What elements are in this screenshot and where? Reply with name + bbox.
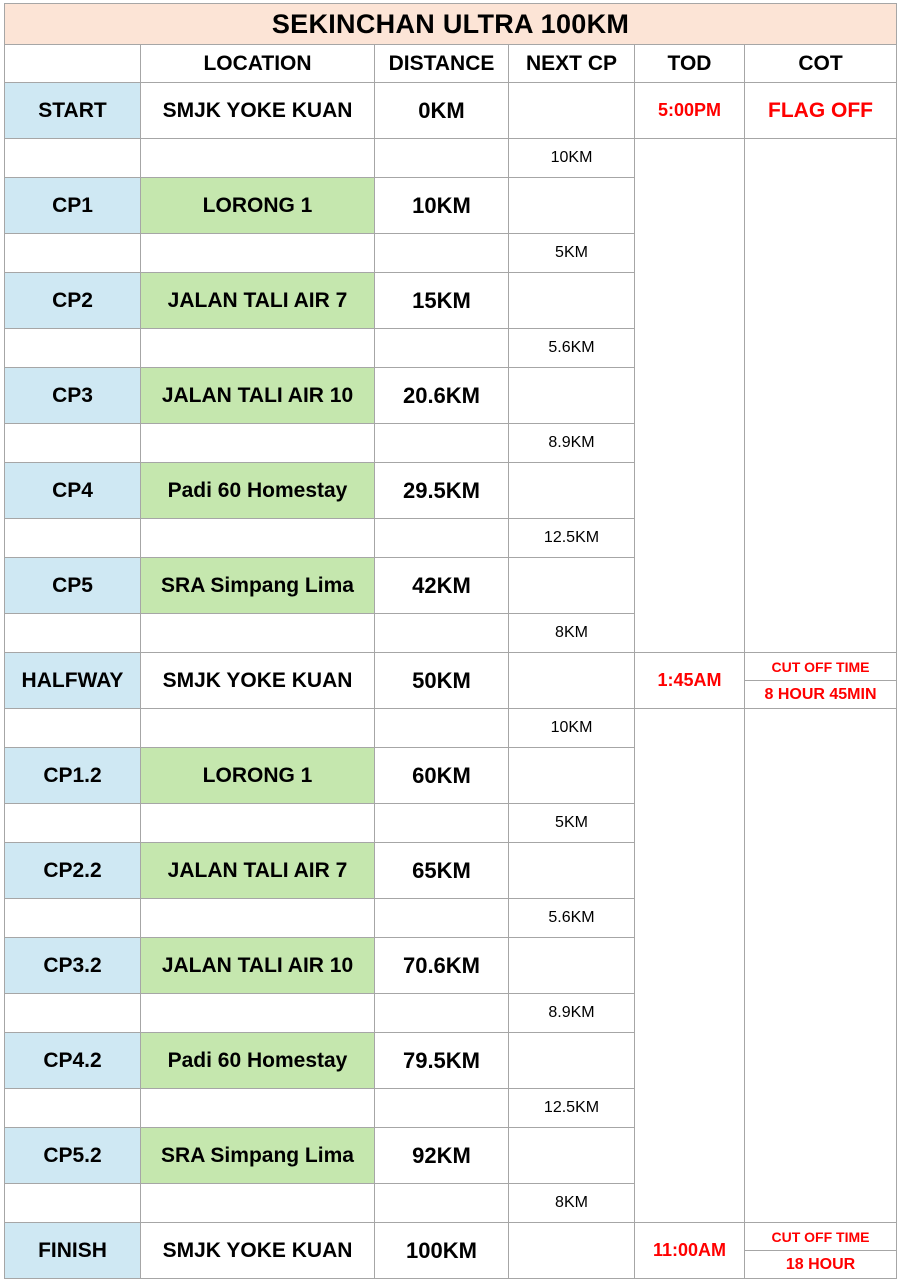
cell-location: Padi 60 Homestay	[141, 1033, 375, 1089]
segment-cell-next-cp-distance: 12.5KM	[509, 519, 635, 558]
segment-cell-blank-location	[141, 804, 375, 843]
cell-time-of-day-empty	[635, 709, 745, 1223]
segment-cell-next-cp-distance: 5.6KM	[509, 329, 635, 368]
segment-cell-next-cp-distance: 10KM	[509, 709, 635, 748]
column-header-next-cp: NEXT CP	[509, 45, 635, 83]
segment-cell-blank-cp	[5, 899, 141, 938]
segment-cell-blank-distance	[375, 1089, 509, 1128]
table-body	[5, 4, 897, 1279]
column-header-cot: COT	[745, 45, 897, 83]
cell-next-cp	[509, 463, 635, 519]
segment-row	[5, 709, 897, 748]
cell-time-of-day: 1:45AM	[635, 653, 745, 709]
cell-checkpoint: HALFWAY	[5, 653, 141, 709]
segment-cell-blank-cp	[5, 994, 141, 1033]
segment-cell-blank-cp	[5, 234, 141, 273]
segment-cell-blank-location	[141, 329, 375, 368]
segment-cell-blank-location	[141, 424, 375, 463]
segment-cell-blank-location	[141, 994, 375, 1033]
column-header-tod: TOD	[635, 45, 745, 83]
segment-cell-blank-distance	[375, 899, 509, 938]
cell-next-cp	[509, 178, 635, 234]
cell-next-cp	[509, 273, 635, 329]
segment-cell-next-cp-distance: 8KM	[509, 1184, 635, 1223]
cell-location: LORONG 1	[141, 178, 375, 234]
segment-cell-blank-cp	[5, 1089, 141, 1128]
cell-cut-off-time	[745, 1223, 897, 1279]
cell-location: SMJK YOKE KUAN	[141, 83, 375, 139]
segment-cell-next-cp-distance: 5KM	[509, 234, 635, 273]
cell-distance: 29.5KM	[375, 463, 509, 519]
segment-cell-blank-cp	[5, 329, 141, 368]
cell-distance: 65KM	[375, 843, 509, 899]
cell-checkpoint: CP1.2	[5, 748, 141, 804]
cell-next-cp	[509, 1033, 635, 1089]
segment-cell-blank-location	[141, 139, 375, 178]
cell-checkpoint: CP1	[5, 178, 141, 234]
segment-cell-blank-location	[141, 614, 375, 653]
table-row	[5, 83, 897, 139]
segment-cell-blank-distance	[375, 424, 509, 463]
cell-distance: 20.6KM	[375, 368, 509, 424]
cell-checkpoint: FINISH	[5, 1223, 141, 1279]
segment-cell-next-cp-distance: 5.6KM	[509, 899, 635, 938]
cell-checkpoint: CP4	[5, 463, 141, 519]
segment-cell-blank-distance	[375, 139, 509, 178]
segment-cell-next-cp-distance: 8.9KM	[509, 424, 635, 463]
cell-next-cp	[509, 1128, 635, 1184]
segment-cell-blank-cp	[5, 424, 141, 463]
race-schedule-sheet	[0, 3, 900, 1273]
cell-location: SMJK YOKE KUAN	[141, 653, 375, 709]
cell-cut-off-time	[745, 653, 897, 709]
cell-next-cp	[509, 83, 635, 139]
cell-next-cp	[509, 748, 635, 804]
cell-location: JALAN TALI AIR 10	[141, 938, 375, 994]
cell-next-cp	[509, 1223, 635, 1279]
column-header-cp	[5, 45, 141, 83]
segment-cell-blank-location	[141, 899, 375, 938]
segment-cell-blank-distance	[375, 519, 509, 558]
segment-cell-blank-cp	[5, 804, 141, 843]
page-title: SEKINCHAN ULTRA 100KM	[5, 4, 897, 45]
cut-off-time-value: 8 HOUR 45MIN	[764, 685, 877, 703]
cell-location: JALAN TALI AIR 7	[141, 273, 375, 329]
column-header-location: LOCATION	[141, 45, 375, 83]
cell-location: JALAN TALI AIR 7	[141, 843, 375, 899]
cell-distance: 100KM	[375, 1223, 509, 1279]
segment-cell-blank-location	[141, 519, 375, 558]
cell-time-of-day: 5:00PM	[635, 83, 745, 139]
segment-cell-blank-location	[141, 709, 375, 748]
cell-cut-off-time-empty	[745, 709, 897, 1223]
cell-checkpoint: CP2.2	[5, 843, 141, 899]
cell-distance: 70.6KM	[375, 938, 509, 994]
table-row	[5, 1223, 897, 1279]
column-header-distance: DISTANCE	[375, 45, 509, 83]
cell-distance: 79.5KM	[375, 1033, 509, 1089]
cell-cut-off-time: FLAG OFF	[745, 83, 897, 139]
cut-off-time-label: CUT OFF TIME	[745, 653, 896, 681]
cell-next-cp	[509, 558, 635, 614]
cell-cut-off-time-empty	[745, 139, 897, 653]
segment-cell-blank-cp	[5, 139, 141, 178]
cell-checkpoint: CP3.2	[5, 938, 141, 994]
segment-cell-blank-location	[141, 1089, 375, 1128]
cell-checkpoint: CP5	[5, 558, 141, 614]
cell-distance: 60KM	[375, 748, 509, 804]
segment-cell-next-cp-distance: 12.5KM	[509, 1089, 635, 1128]
cell-distance: 42KM	[375, 558, 509, 614]
cell-next-cp	[509, 938, 635, 994]
cell-checkpoint: CP2	[5, 273, 141, 329]
cell-checkpoint: CP4.2	[5, 1033, 141, 1089]
cell-time-of-day: 11:00AM	[635, 1223, 745, 1279]
table-header-row	[5, 45, 897, 83]
segment-cell-blank-distance	[375, 709, 509, 748]
cell-next-cp	[509, 368, 635, 424]
segment-cell-blank-cp	[5, 1184, 141, 1223]
cell-location: JALAN TALI AIR 10	[141, 368, 375, 424]
table-title-row	[5, 4, 897, 45]
cell-distance: 15KM	[375, 273, 509, 329]
segment-cell-next-cp-distance: 5KM	[509, 804, 635, 843]
cell-location: LORONG 1	[141, 748, 375, 804]
segment-cell-blank-cp	[5, 519, 141, 558]
segment-cell-blank-distance	[375, 1184, 509, 1223]
cell-time-of-day-empty	[635, 139, 745, 653]
segment-cell-blank-distance	[375, 804, 509, 843]
segment-cell-next-cp-distance: 8KM	[509, 614, 635, 653]
segment-cell-next-cp-distance: 8.9KM	[509, 994, 635, 1033]
cell-location: SMJK YOKE KUAN	[141, 1223, 375, 1279]
segment-row	[5, 139, 897, 178]
cell-distance: 0KM	[375, 83, 509, 139]
cell-next-cp	[509, 843, 635, 899]
cut-off-time-value: 18 HOUR	[785, 1255, 856, 1273]
cut-off-time-label: CUT OFF TIME	[745, 1223, 896, 1251]
cell-next-cp	[509, 653, 635, 709]
segment-cell-blank-cp	[5, 614, 141, 653]
segment-cell-blank-distance	[375, 234, 509, 273]
segment-cell-next-cp-distance: 10KM	[509, 139, 635, 178]
table-row	[5, 653, 897, 709]
segment-cell-blank-cp	[5, 709, 141, 748]
cell-location: SRA Simpang Lima	[141, 558, 375, 614]
cell-distance: 50KM	[375, 653, 509, 709]
race-schedule-table	[4, 3, 897, 1279]
cell-location: SRA Simpang Lima	[141, 1128, 375, 1184]
segment-cell-blank-distance	[375, 614, 509, 653]
cell-distance: 92KM	[375, 1128, 509, 1184]
cell-distance: 10KM	[375, 178, 509, 234]
segment-cell-blank-distance	[375, 329, 509, 368]
cell-checkpoint: CP5.2	[5, 1128, 141, 1184]
cell-checkpoint: START	[5, 83, 141, 139]
segment-cell-blank-location	[141, 234, 375, 273]
cell-location: Padi 60 Homestay	[141, 463, 375, 519]
segment-cell-blank-location	[141, 1184, 375, 1223]
cell-checkpoint: CP3	[5, 368, 141, 424]
segment-cell-blank-distance	[375, 994, 509, 1033]
